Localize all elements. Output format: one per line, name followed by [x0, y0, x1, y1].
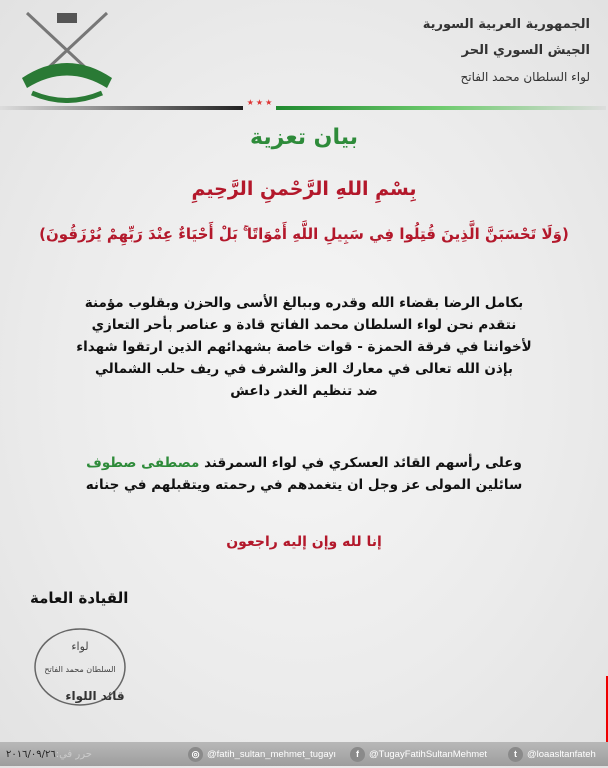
footer-bar [0, 742, 608, 766]
divider-right [276, 106, 606, 110]
quran-verse: (وَلَا تَحْسَبَنَّ الَّذِينَ قُتِلُوا فِي سَبِيلِ اللَّهِ أَمْوَاتًا ۚ بَلْ أَحْيَاءٌ عِنْدَ رَبِّهِمْ يُرْزَقُونَ) [39, 225, 569, 243]
signature-label: القيادة العامة [30, 589, 129, 607]
commander-name: مصطفى صطوف [86, 455, 200, 471]
brigade-logo [12, 8, 122, 103]
instagram-link[interactable] [188, 747, 336, 762]
body-line: سائلين المولى عز وجل ان يتغمدهم في رحمته ويتقبلهم في جنانه [85, 477, 523, 493]
facebook-icon: f [350, 747, 365, 762]
header-line: الجيش السوري الحر [461, 43, 590, 58]
header-line: لواء السلطان محمد الفاتح [460, 70, 590, 84]
facebook-handle: @TugayFatihSultanMehmet [369, 748, 488, 760]
twitter-link[interactable] [508, 747, 596, 762]
date-value: ٢٠١٦/٠٩/٢٦ [6, 748, 56, 760]
twitter-handle: @loaasltanfateh [527, 748, 596, 760]
body-line: بكامل الرضا بقضاء الله وقدره وببالغ الأسى والحزن وبقلوب مؤمنة [84, 295, 524, 311]
stars-icon: ★★★ [246, 98, 275, 107]
body-line: بإذن الله تعالى في معارك العز والشرف في ريف حلب الشمالي [94, 361, 513, 377]
statement-body-2 [0, 452, 608, 496]
basmala: بِسْمِ اللهِ الرَّحْمنِ الرَّحِيمِ [191, 178, 417, 200]
statement-title: بيان تعزية [250, 125, 358, 150]
body-line: لأخواننا في فرقة الحمزة - قوات خاصة بشهدائهم الذين ارتقوا شهداء [76, 339, 532, 355]
issue-date [6, 749, 92, 760]
twitter-icon: t [508, 747, 523, 762]
instagram-handle: @fatih_sultan_mehmet_tugayı [207, 748, 336, 760]
body-line: نتقدم نحن لواء السلطان محمد الفاتح قادة و عناصر بأحر التعازي [91, 317, 517, 333]
stamp-mid: السلطان محمد الفاتح [44, 665, 116, 674]
header-line: الجمهورية العربية السورية [422, 17, 590, 32]
divider-left [0, 106, 243, 110]
facebook-link[interactable] [350, 747, 487, 762]
official-stamp [25, 622, 145, 717]
body2-prefix: وعلى رأسهم القائد العسكري في لواء السمرقند [204, 455, 522, 471]
body-line: ضد تنظيم الغدر داعش [230, 383, 378, 399]
header-text [423, 12, 590, 90]
stamp-top: لواء [71, 640, 89, 653]
statement-body [0, 292, 608, 402]
instagram-icon: ◎ [188, 747, 203, 762]
closing-phrase: إنا لله وإن إليه راجعون [226, 534, 382, 550]
stamp-bottom: قائد اللواء [65, 689, 125, 703]
date-label: حرر في: [55, 748, 92, 760]
